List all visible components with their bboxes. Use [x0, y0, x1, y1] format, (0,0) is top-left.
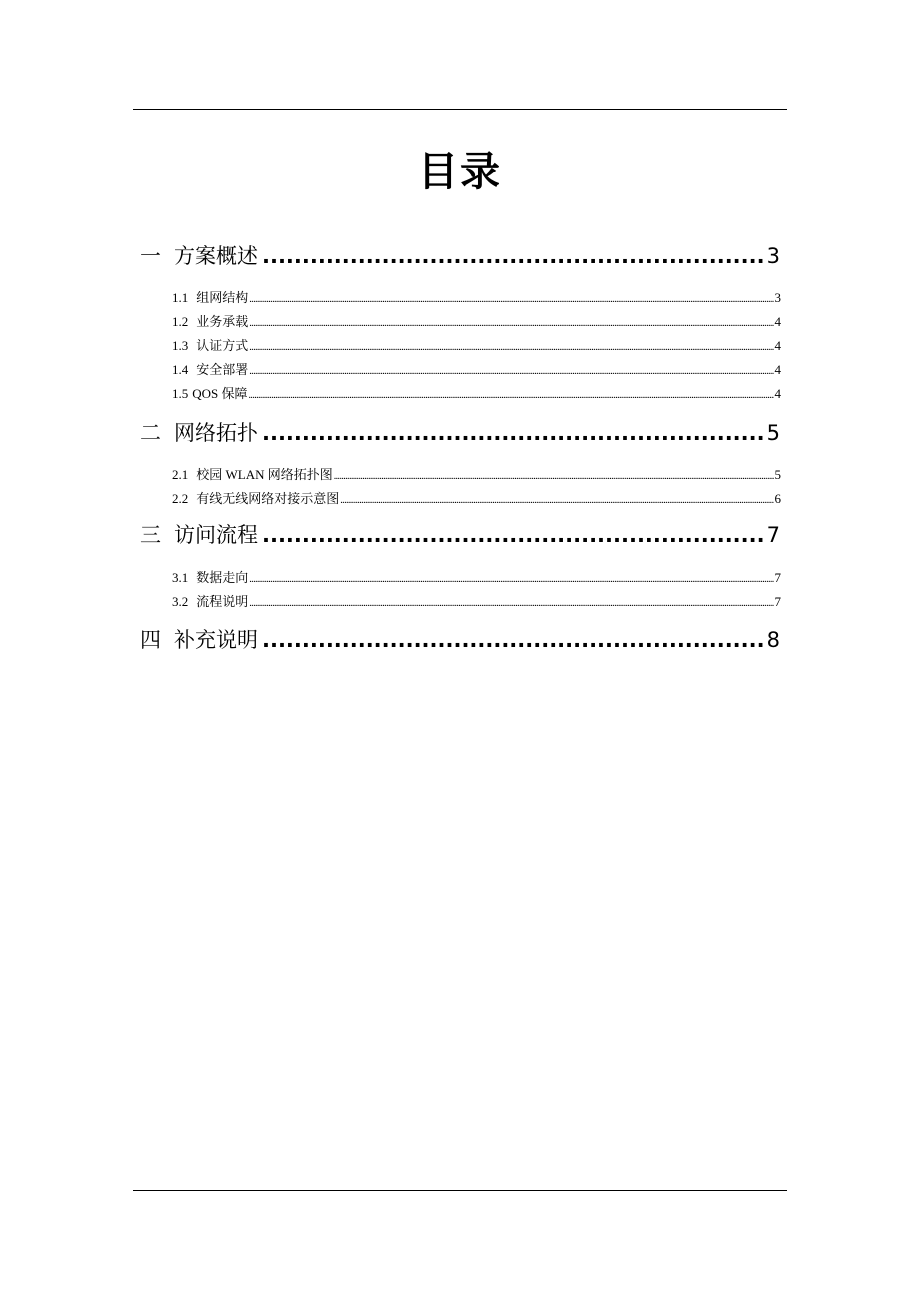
toc-entry-1-3[interactable] [172, 337, 781, 357]
toc-section-number: 二 [140, 421, 161, 445]
toc-leader-dots [249, 315, 773, 333]
toc-page-number: 5 [774, 467, 781, 482]
toc-entry-1-1[interactable] [172, 289, 781, 309]
toc-entry-2-1[interactable] [172, 466, 781, 486]
toc-page-number: 4 [774, 314, 781, 329]
toc-entry-1-5[interactable] [172, 385, 781, 405]
page-title: 目录 [418, 149, 502, 195]
toc-leader-dots [249, 363, 773, 381]
toc-page-number: 6 [774, 491, 781, 506]
toc-subsection-title: 业务承载 [196, 314, 249, 329]
toc-leader-dots [262, 242, 765, 270]
toc-subsection-title: 认证方式 [196, 338, 249, 353]
toc-page-number: 5 [766, 421, 780, 445]
toc-entry-3-2[interactable] [172, 593, 781, 613]
toc-subsection-number: 1.4 [172, 362, 189, 377]
footer-rule [133, 1190, 787, 1191]
toc-subsection-title: 数据走向 [196, 570, 249, 585]
toc-entry-section-1[interactable] [140, 242, 780, 270]
toc-entry-3-1[interactable] [172, 569, 781, 589]
toc-subsection-number: 2.1 [172, 467, 189, 482]
toc-subsection-number: 1.2 [172, 314, 189, 329]
toc-leader-dots [262, 626, 765, 654]
toc-leader-dots [249, 291, 773, 309]
toc-leader-dots [249, 339, 773, 357]
toc-section-number: 一 [140, 244, 161, 268]
header-rule [133, 109, 787, 110]
toc-subsection-number: 1.5 [172, 386, 189, 401]
toc-page-number: 8 [766, 628, 780, 652]
toc-entry-1-4[interactable] [172, 361, 781, 381]
toc-page-number: 3 [774, 290, 781, 305]
toc-page-number: 4 [774, 338, 781, 353]
toc-subsection-title: QOS 保障 [192, 386, 248, 401]
toc-subsection-number: 3.2 [172, 594, 189, 609]
toc-section-title: 访问流程 [174, 523, 258, 547]
toc-leader-dots [249, 595, 773, 613]
toc-section-title: 补充说明 [174, 628, 258, 652]
toc-subsection-number: 1.3 [172, 338, 189, 353]
toc-section-title: 网络拓扑 [174, 421, 258, 445]
toc-subsection-title: 流程说明 [196, 594, 249, 609]
toc-leader-dots [249, 571, 773, 589]
toc-section-number: 三 [140, 523, 161, 547]
toc-entry-1-2[interactable] [172, 313, 781, 333]
toc-entry-2-2[interactable] [172, 490, 781, 510]
toc-page-number: 7 [774, 570, 781, 585]
toc-section-title: 方案概述 [174, 244, 258, 268]
toc-leader-dots [262, 521, 765, 549]
toc-subsection-title: 校园 WLAN 网络拓扑图 [196, 467, 333, 482]
toc-page-number: 7 [766, 523, 780, 547]
toc-subsection-title: 安全部署 [196, 362, 249, 377]
toc-leader-dots [334, 468, 774, 486]
toc-leader-dots [249, 387, 774, 405]
toc-page-number: 4 [774, 386, 781, 401]
toc-entry-section-2[interactable] [140, 419, 780, 447]
toc-leader-dots [340, 492, 773, 510]
toc-page-number: 7 [774, 594, 781, 609]
toc-page-number: 4 [774, 362, 781, 377]
toc-subsection-number: 2.2 [172, 491, 189, 506]
toc-subsection-number: 1.1 [172, 290, 189, 305]
toc-entry-section-3[interactable] [140, 521, 780, 549]
toc-entry-section-4[interactable] [140, 626, 780, 654]
toc-page-number: 3 [766, 244, 780, 268]
toc-section-number: 四 [140, 628, 161, 652]
toc-subsection-title: 有线无线网络对接示意图 [196, 491, 340, 506]
toc-subsection-number: 3.1 [172, 570, 189, 585]
toc-subsection-title: 组网结构 [196, 290, 249, 305]
toc-leader-dots [262, 419, 765, 447]
